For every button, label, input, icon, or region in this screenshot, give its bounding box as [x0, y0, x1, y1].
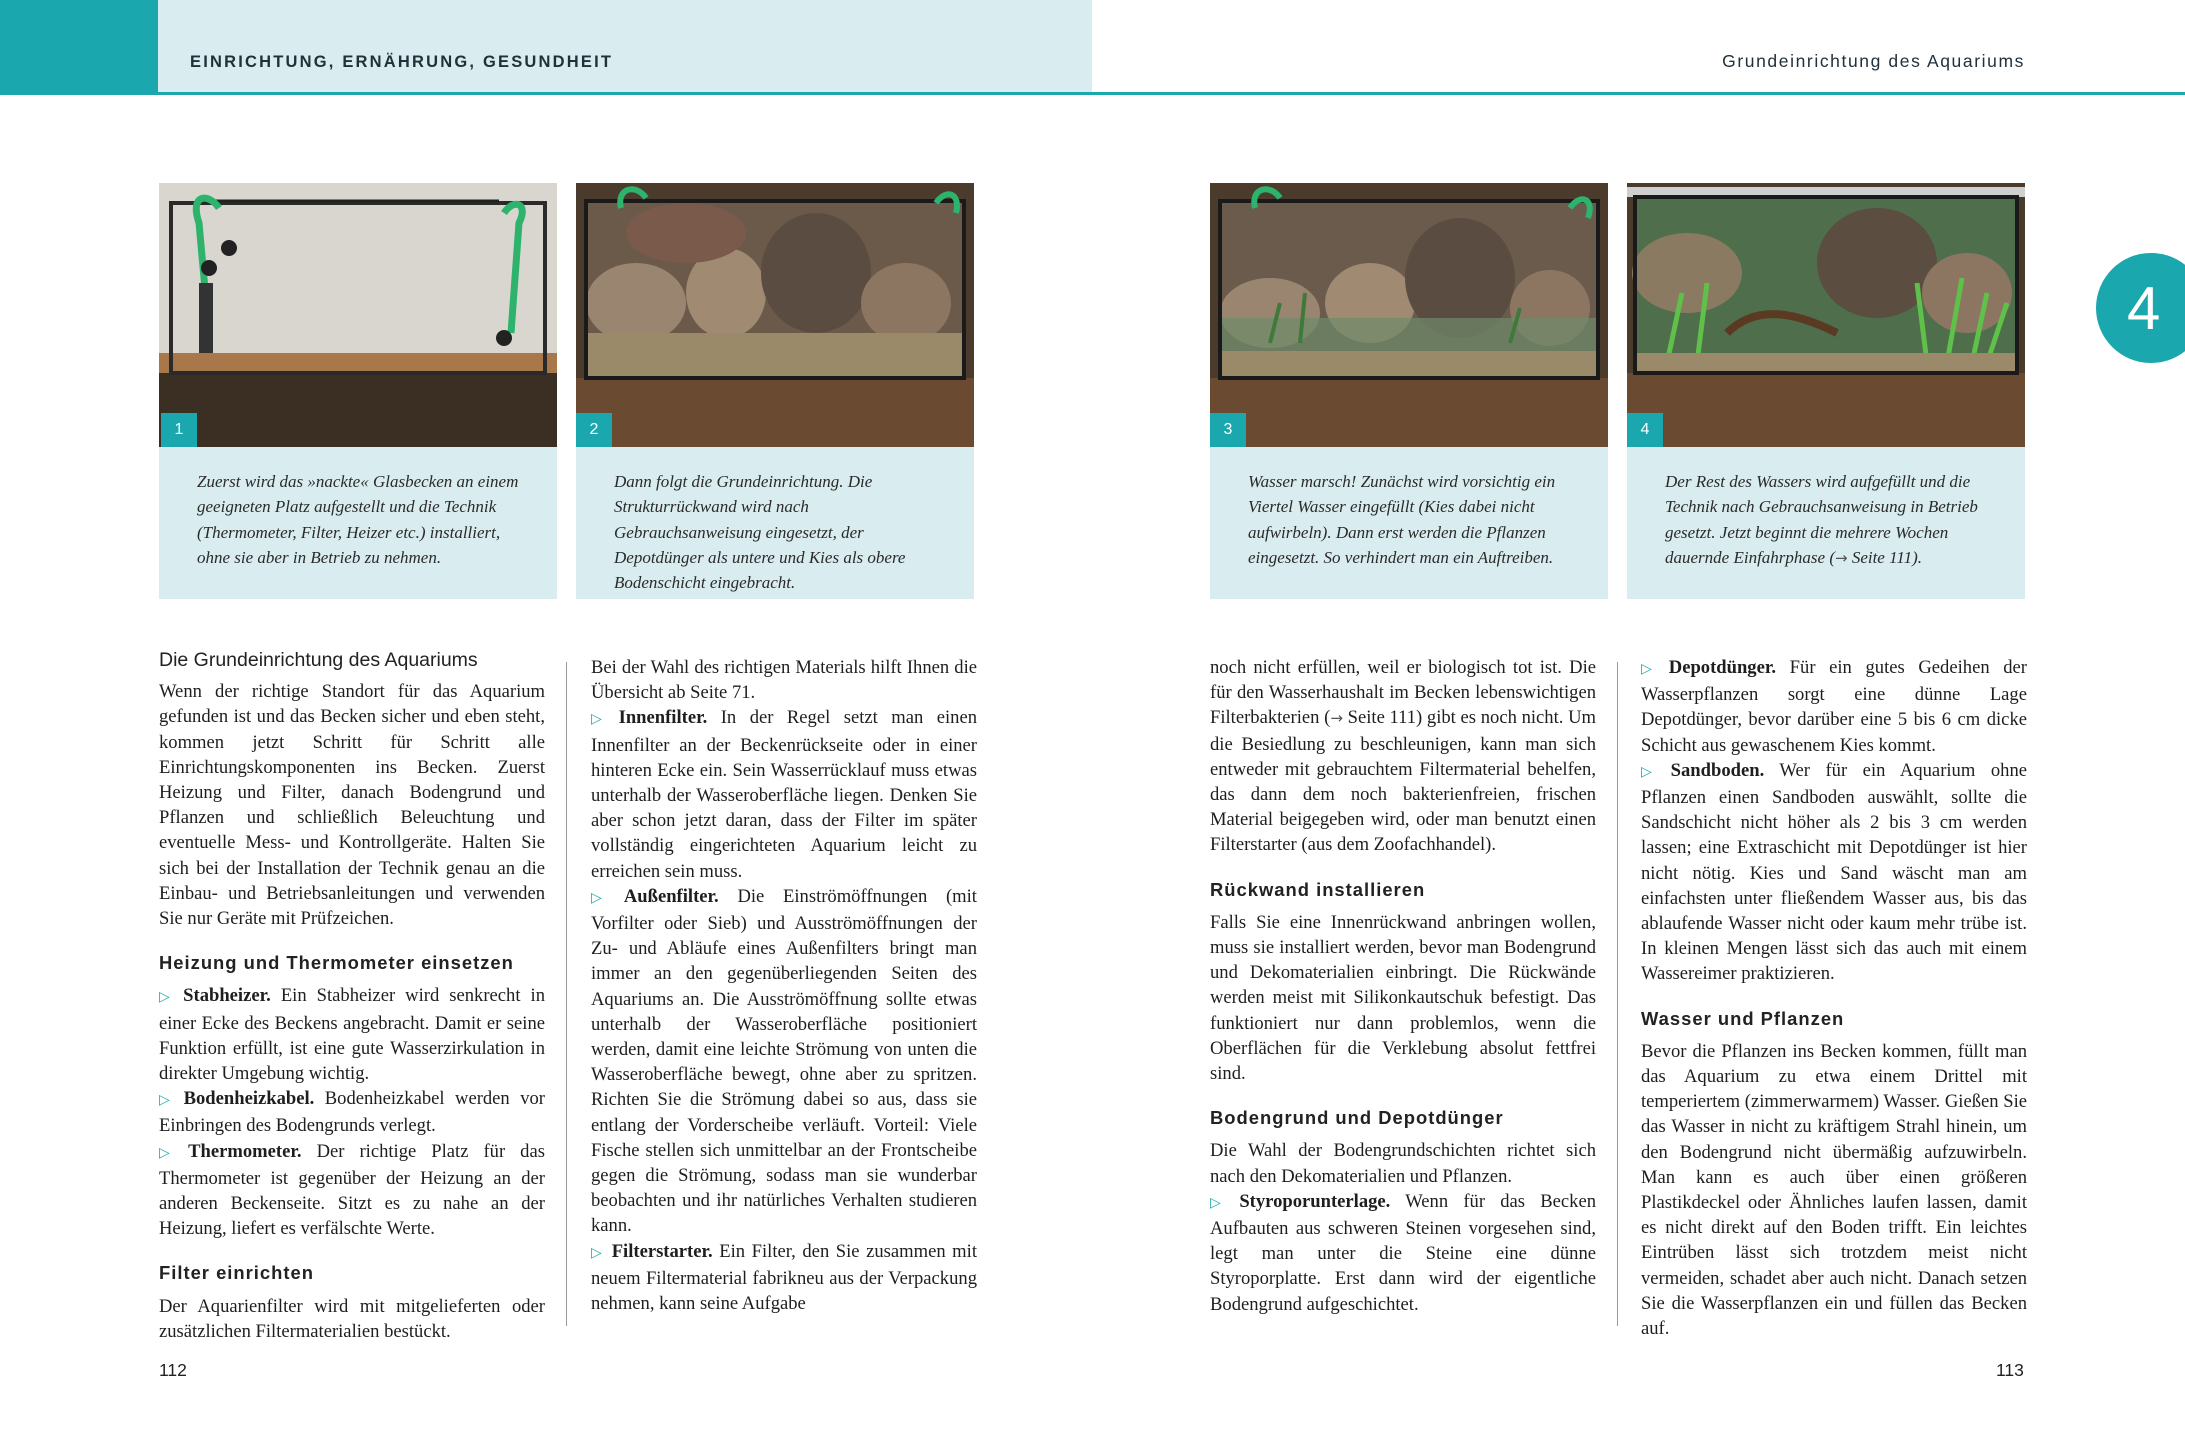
- running-head-right: Grundeinrichtung des Aquariums: [1722, 51, 2025, 71]
- photo-caption-1: Zuerst wird das »nackte« Glasbecken an einem geeigneten Platz aufgestellt und die Technik (Thermometer, Filter, Heizer etc.) installiert, ohne sie aber in Betrieb zu nehmen.: [159, 447, 557, 599]
- item-innenfilter: [591, 705, 977, 883]
- column-divider: [1617, 662, 1618, 1326]
- filter-paragraph: Der Aquarienfilter wird mit mitgelieferten oder zusätzlichen Filtermaterialien bestückt.: [159, 1295, 545, 1342]
- item-thermometer: [159, 1139, 545, 1242]
- section-title: Die Grundeinrichtung des Aquariums: [159, 649, 478, 671]
- text-innenfilter: In der Regel setzt man einen Innenfilter an der Beckenrückseite oder in einer hinteren Ecke ein. Sein Wasserrücklauf muss etwas unterhalb der Wasseroberfläche liegen. Denken Sie aber schon jetzt daran, dass der Filter im später vollständig eingerichteten Aquarium leicht zu erreichen sein muss.: [591, 707, 977, 882]
- item-styroporunterlage: [1210, 1189, 1596, 1317]
- arrow-right-icon: →: [1834, 548, 1848, 567]
- text-filterbakterien-b: Seite 111) gibt es noch nicht. Um die Besiedlung zu beschleunigen, kann man sich entweder mit gebrauchtem Filtermaterial behelfen, das dann dem noch bakterienfreien, frischen Material beigegeben wird, oder man benutzt einen Filterstarter (aus dem Zoofachhandel).: [1210, 707, 1597, 856]
- item-filterstarter: [591, 1239, 977, 1317]
- page-number-right: 113: [1996, 1360, 2024, 1380]
- caption-4-text-b: Seite 111).: [1847, 547, 1922, 567]
- heading-heizung: Heizung und Thermometer einsetzen: [159, 952, 514, 974]
- term-innenfilter: Innenfilter.: [618, 707, 708, 729]
- triangle-bullet-icon: ▷: [1210, 1194, 1232, 1211]
- triangle-bullet-icon: ▷: [1641, 763, 1663, 780]
- heading-rueckwand: Rückwand installieren: [1210, 878, 1426, 900]
- triangle-bullet-icon: ▷: [591, 711, 611, 728]
- text-column-4: [1641, 655, 2027, 1341]
- item-sandboden: [1641, 758, 2027, 987]
- triangle-bullet-icon: ▷: [1641, 661, 1661, 677]
- caption-4-text-a: Der Rest des Wassers wird aufgefüllt und die Technik nach Gebrauchsanweisung in Betrieb gesetzt. Jetzt beginnt die mehrere Wochen dauernde Einfahrphase (: [1665, 472, 1978, 567]
- step-number-1: 1: [161, 413, 197, 447]
- header-rule: [0, 92, 2185, 95]
- photo-step-3: [1210, 183, 1608, 447]
- text-sandboden: Wer für ein Aquarium ohne Pflanzen einen Sandboden auswählt, sollte die Sandschicht nicht höher als 2 bis 3 cm werden lassen; eine Extraschicht mit Depotdünger ist hier nicht nötig. Kies und Sand wäscht man am einfachsten unter fließendem Wasser aus, bis das ablaufende Wasser nicht oder kaum mehr trübe ist. In kleinen Mengen lässt sich das auch mit einem Wassereimer praktizieren.: [1641, 759, 2027, 985]
- term-filterstarter: Filterstarter.: [611, 1240, 713, 1262]
- item-aussenfilter: [591, 884, 977, 1239]
- term-aussenfilter: Außenfilter.: [623, 885, 719, 907]
- photo-step-2: [576, 183, 974, 447]
- wasser-paragraph: Bevor die Pflanzen ins Becken kommen, füllt man das Aquarium zu etwa einem Drittel mit temperiertem (zimmerwarmem) Wasser. Gießen Sie das Wasser in nicht zu kräftigem Strahl hinein, um den Bodengrund nicht übermäßig aufzuwirbeln. Man kann es auch über einen größeren Plastikdeckel oder Ähnliches laufen lassen, damit es nicht direkt auf den Boden trifft. Ein leichtes Eintrüben lässt sich trotzdem meist nicht vermeiden, schadet aber auch nicht. Danach setzen Sie die Wasserpflanzen ein und füllen das Becken auf.: [1641, 1040, 2027, 1340]
- triangle-bullet-icon: ▷: [591, 889, 616, 906]
- bodengrund-paragraph: Die Wahl der Bodengrundschichten richtet sich nach den Dekomaterialien und Pflanzen.: [1210, 1140, 1596, 1187]
- text-filterstarter: Ein Filter, den Sie zusammen mit neuem Filtermaterial fabrikneu aus der Verpackung nehmen, kann seine Aufgabe: [591, 1240, 977, 1315]
- text-depotduenger: Für ein gutes Gedeihen der Wasserpflanzen sorgt eine dünne Lage Depotdünger, bevor darüber eine 5 bis 6 cm dicke Schicht aus gewaschenem Kies kommt.: [1641, 657, 2027, 756]
- step-number-3: 3: [1210, 413, 1246, 447]
- photo-caption-3: Wasser marsch! Zunächst wird vorsichtig ein Viertel Wasser eingefüllt (Kies dabei nicht aufwirbeln). Dann erst werden die Pflanzen eingesetzt. So verhindert man ein Auftreiben.: [1210, 447, 1608, 599]
- running-head-left: EINRICHTUNG, ERNÄHRUNG, GESUNDHEIT: [190, 53, 614, 71]
- heading-filter: Filter einrichten: [159, 1262, 314, 1284]
- term-stabheizer: Stabheizer.: [183, 985, 271, 1007]
- step-number-2: 2: [576, 413, 612, 447]
- text-bodenheizkabel: Bodenheizkabel werden vor Einbringen des Bodengrunds verlegt.: [159, 1088, 545, 1137]
- term-bodenheizkabel: Bodenheizkabel.: [183, 1088, 315, 1110]
- text-stabheizer: Ein Stabheizer wird senkrecht in einer Ecke des Beckens angebracht. Damit er seine Funktion erfüllt, ist eine gute Wasserzirkulation in direkter Umgebung wichtig.: [159, 985, 545, 1085]
- text-column-3: [1210, 655, 1596, 1317]
- term-thermometer: Thermometer.: [188, 1140, 302, 1162]
- term-sandboden: Sandboden.: [1670, 759, 1765, 781]
- text-aussenfilter: Die Einströmöffnungen (mit Vorfilter oder Sieb) und Ausströmöffnungen der Zu- und Abläufe eines Außenfilters bringt man immer an den gegenüberliegenden Seiten des Aquariums an. Die Ausströmöffnung sollte etwas unterhalb der Wasseroberfläche positioniert werden, damit eine leichte Strömung von unten die Wasseroberfläche bewegt, ohne aber zu spritzen. Richten Sie die Strömung dabei so aus, dass sie entlang der Vorderscheibe verläuft. Vorteil: Viele Fische stellen sich unmittelbar an der Frontscheibe gegen die Strömung, sodass man sie wunderbar beobachten und ihr natürliches Verhalten studieren kann.: [591, 885, 977, 1237]
- header-band: [158, 0, 1092, 94]
- arrow-right-icon: →: [1330, 709, 1343, 728]
- rueckwand-paragraph: Falls Sie eine Innenrückwand anbringen wollen, muss sie installiert werden, bevor man Bodengrund und Dekomaterialien einbringt. Die Rückwände werden meist mit Silikonkautschuk befestigt. Das funktioniert nur dann problemlos, wenn die Oberflächen für die Verklebung absolut fettfrei sind.: [1210, 911, 1596, 1085]
- text-filterbakterien-a: noch nicht erfüllen, weil er biologisch tot ist. Die für den Wasserhaushalt im Becken lebenswichtigen Filterbakterien (: [1210, 657, 1596, 729]
- triangle-bullet-icon: ▷: [591, 1244, 604, 1261]
- photo-caption-4: [1627, 447, 2025, 599]
- header-accent-block: [0, 0, 158, 94]
- column-divider: [566, 662, 567, 1326]
- term-depotduenger: Depotdünger.: [1668, 657, 1777, 678]
- item-bodenheizkabel: [159, 1086, 545, 1138]
- text-column-2: [591, 655, 977, 1316]
- heading-bodengrund: Bodengrund und Depotdünger: [1210, 1107, 1504, 1129]
- text-thermometer: Der richtige Platz für das Thermometer ist gegenüber der Heizung an der anderen Beckenseite. Sitzt es zu nahe an der Heizung, liefert es verfälschte Werte.: [159, 1140, 545, 1240]
- item-depotduenger: [1641, 655, 2027, 758]
- text-styroporunterlage: Wenn für das Becken Aufbauten aus schweren Steinen vorgesehen sind, legt man unter die Steine eine dünne Styroporplatte. Erst dann wird der eigentliche Bodengrund aufgeschichtet.: [1210, 1190, 1596, 1315]
- triangle-bullet-icon: ▷: [159, 1144, 181, 1161]
- item-stabheizer: [159, 983, 545, 1086]
- photo-caption-2: Dann folgt die Grundeinrichtung. Die Strukturrückwand wird nach Gebrauchsanweisung eingesetzt, der Depotdünger als untere und Kies als obere Bodenschicht eingebracht.: [576, 447, 974, 599]
- intro-paragraph: Wenn der richtige Standort für das Aquarium gefunden ist und das Becken sicher und eben steht, kommen jetzt Schritt für Schritt alle Einrichtungskomponenten ins Becken. Zuerst Heizung und Filter, danach Bodengrund und Pflanzen und schließlich Beleuchtung und eventuelle Mess- und Kontrollgeräte. Halten Sie sich bei der Installation der Technik genau an die Einbau- und Betriebsanleitungen und verwenden Sie nur Geräte mit Prüfzeichen.: [159, 681, 545, 930]
- paragraph-materials: Bei der Wahl des richtigen Materials hilft Ihnen die Übersicht ab Seite 71.: [591, 657, 977, 704]
- chapter-number-badge: 4: [2096, 253, 2185, 363]
- triangle-bullet-icon: ▷: [159, 989, 176, 1006]
- term-styroporunterlage: Styroporunterlage.: [1239, 1190, 1391, 1212]
- heading-wasser: Wasser und Pflanzen: [1641, 1007, 1845, 1029]
- triangle-bullet-icon: ▷: [159, 1092, 176, 1109]
- photo-step-4: [1627, 183, 2025, 447]
- page-number-left: 112: [159, 1360, 187, 1380]
- paragraph-filterbakterien: [1210, 655, 1596, 858]
- step-number-4: 4: [1627, 413, 1663, 447]
- text-column-1: [159, 648, 545, 1344]
- photo-step-1: [159, 183, 557, 447]
